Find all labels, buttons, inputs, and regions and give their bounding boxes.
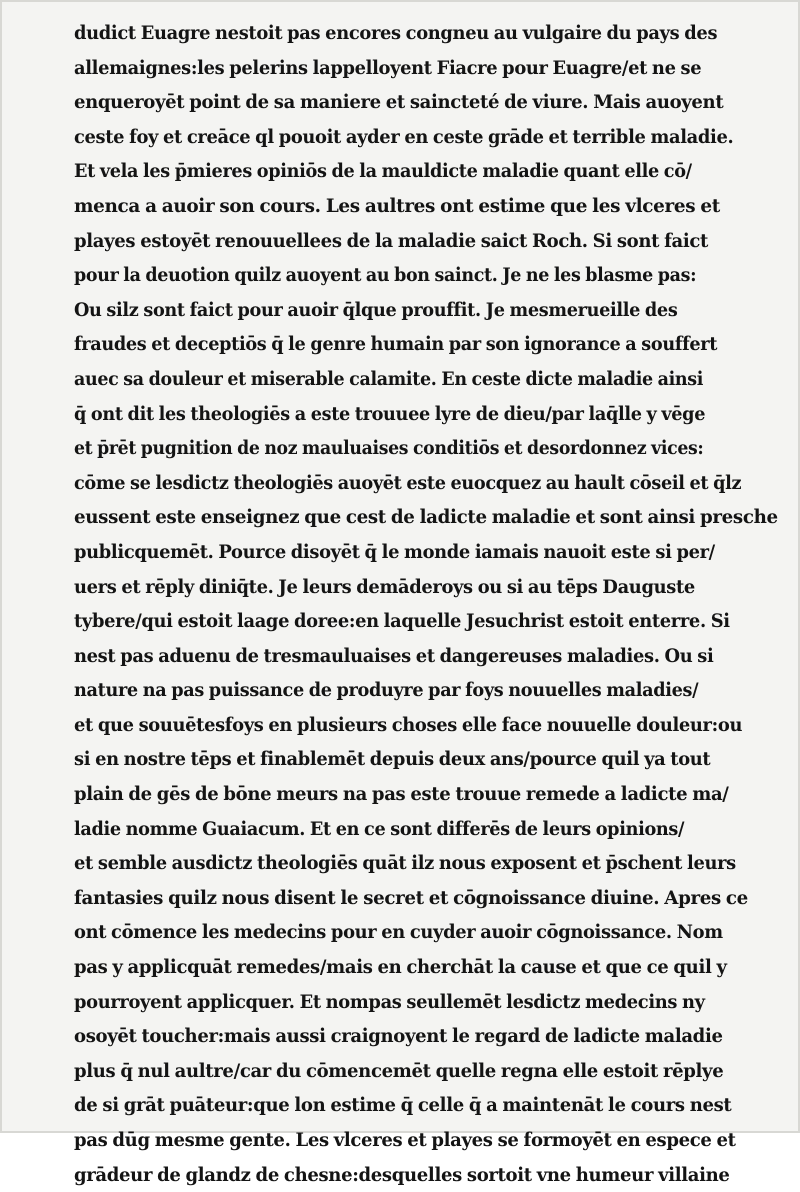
text-line: enqueroyēt point de sa maniere et saincteté de viure. Mais auoyent xyxy=(74,91,724,114)
text-line: et que souuētesfoys en plusieurs choses elle face nouuelle douleur:ou xyxy=(74,713,743,736)
text-line: cōme se lesdictz theologiēs auoyēt este euocquez au hault cōseil et q̄lz xyxy=(74,471,742,494)
text-line: et semble ausdictz theologiēs quāt ilz nous exposent et p̄schent leurs xyxy=(74,852,736,875)
text-line: grādeur de glandz de chesne:desquelles sortoit vne humeur villaine xyxy=(74,1163,730,1186)
text-line: pour la deuotion quilz auoyent au bon sainct. Je ne les blasme pas: xyxy=(74,264,697,287)
text-line: auec sa douleur et miserable calamite. En ceste dicte maladie ainsi xyxy=(74,367,704,390)
text-line: tybere/qui estoit laage doree:en laquelle Jesuchrist estoit enterre. Si xyxy=(74,610,730,633)
text-line: pas y applicquāt remedes/mais en cherchāt la cause et que ce quil y xyxy=(74,956,727,979)
text-line: nature na pas puissance de produyre par foys nouuelles maladies/ xyxy=(74,679,699,702)
text-line: ceste foy et creāce ql pouoit ayder en ceste grāde et terrible maladie. xyxy=(74,125,734,148)
text-line: pas dūg mesme gente. Les vlceres et playes se formoyēt en espece et xyxy=(74,1129,736,1151)
text-line: menca a auoir son cours. Les aultres ont estime que les vlceres et xyxy=(74,194,720,217)
text-line: allemaignes:les pelerins lappelloyent Fiacre pour Euagre/et ne se xyxy=(74,56,702,79)
text-line: pourroyent applicquer. Et nompas seullemēt lesdictz medecins ny xyxy=(74,990,705,1013)
text-line: playes estoyēt renouuellees de la maladie saict Roch. Si sont faict xyxy=(74,229,709,252)
body-text xyxy=(74,16,778,1192)
text-line: osoyēt toucher:mais aussi craignoyent le regard de ladicte maladie xyxy=(74,1025,723,1048)
text-line: q̄ ont dit les theologiēs a este trouuee lyre de dieu/par laq̄lle y vēge xyxy=(74,402,706,425)
text-line: ladie nomme Guaiacum. Et en ce sont differēs de leurs opinions/ xyxy=(74,817,685,840)
text-line: uers et rēply diniq̄te. Je leurs demāderoys ou si au tēps Dauguste xyxy=(74,575,695,598)
text-line: fraudes et deceptiōs q̄ le genre humain par son ignorance a souffert xyxy=(74,333,718,356)
text-line: et p̄rēt pugnition de noz mauluaises conditiōs et desordonnez vices: xyxy=(74,437,704,460)
text-line: Ou silz sont faict pour auoir q̄lque prouffit. Je mesmerueille des xyxy=(74,298,678,321)
text-line: plain de gēs de bōne meurs na pas este trouue remede a ladicte ma/ xyxy=(74,783,729,806)
text-line: de si grāt puāteur:que lon estime q̄ celle q̄ a maintenāt le cours nest xyxy=(74,1094,732,1117)
text-line: nest pas aduenu de tresmauluaises et dangereuses maladies. Ou si xyxy=(74,644,714,667)
text-line: publicquemēt. Pource disoyēt q̄ le monde iamais nauoit este si per/ xyxy=(74,540,715,563)
text-line: plus q̄ nul aultre/car du cōmencemēt quelle regna elle estoit rēplye xyxy=(74,1059,724,1082)
text-line: ont cōmence les medecins pour en cuyder auoir cōgnoissance. Nom xyxy=(74,921,723,944)
text-line: eussent este enseignez que cest de ladicte maladie et sont ainsi presche xyxy=(74,506,778,529)
text-line: Et vela les p̄mieres opiniōs de la mauldicte maladie quant elle cō/ xyxy=(74,160,692,183)
text-line: dudict Euagre nestoit pas encores congneu au vulgaire du pays des xyxy=(74,22,718,44)
text-line: si en nostre tēps et finablemēt depuis deux ans/pource quil ya tout xyxy=(74,748,711,771)
text-line: fantasies quilz nous disent le secret et cōgnoissance diuine. Apres ce xyxy=(74,886,748,909)
